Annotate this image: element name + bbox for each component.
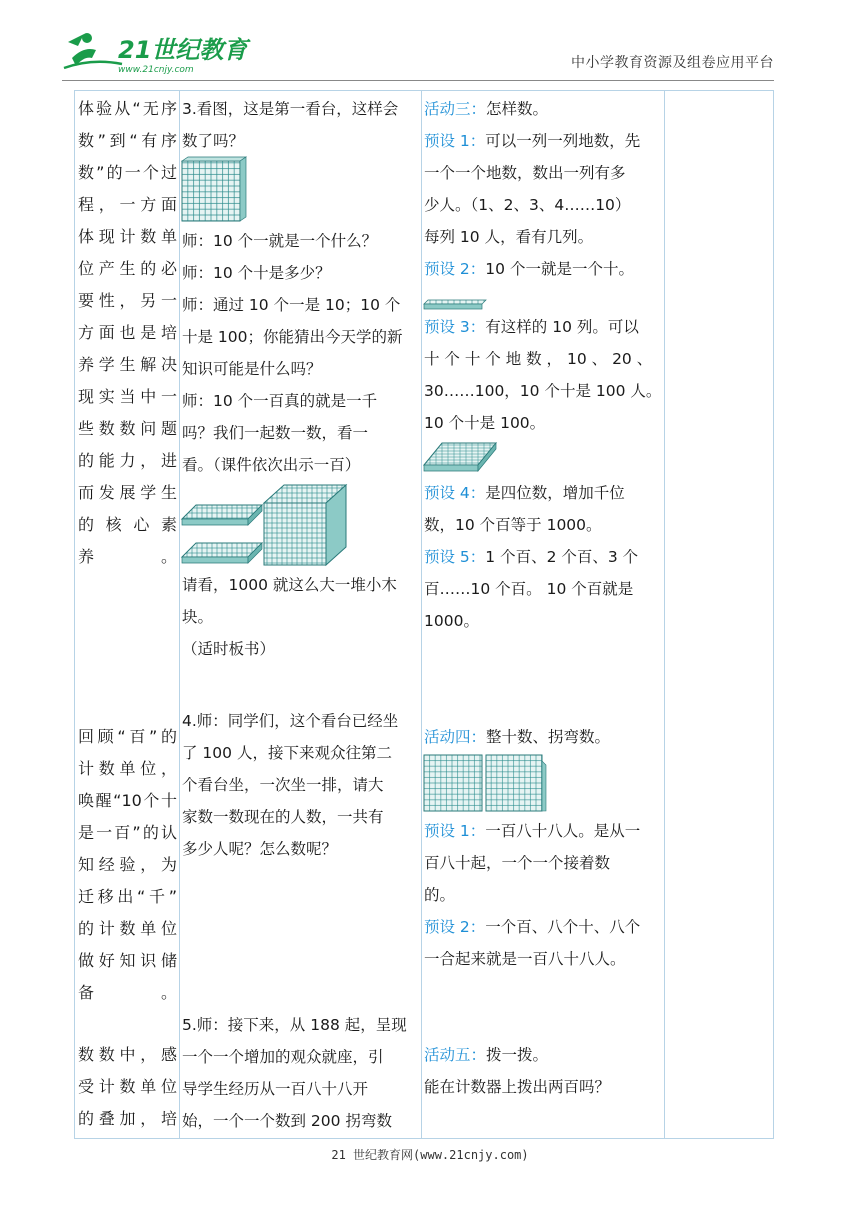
question-4: 4.师：同学们，这个看台已经坐 了 100 人，接下来观众往第二 个看台坐，一次坐一排，请大 家数一数现在的人数，一共有 多少人呢？怎么数呢？: [182, 712, 399, 858]
question-3: 3.看图，这是第一看台，这样会 数了吗？: [182, 100, 399, 150]
platform-name: 中小学教育资源及组卷应用平台: [571, 55, 774, 71]
hundred-flat-image: [424, 439, 496, 475]
question-3-conclusion: 请看，1000 就这么大一堆小木 块。 （适时板书）: [182, 576, 397, 658]
ten-rod-image: [424, 299, 488, 311]
presets-4-5: 预设 4：是四位数，增加千位 数，10 个百等于 1000。 预设 5：1 个百、2 个百、3 个 百……10 个百。 10 个百就是 1000。: [424, 484, 639, 630]
site-logo: [62, 28, 248, 78]
activity-4-presets: 预设 1：一百八十八人。是从一 百八十起，一个一个接着数 的。 预设 2：一个百、八个十、八个 一合起来就是一百八十八人。: [424, 822, 641, 968]
thousand-cube-image: [182, 483, 352, 569]
intent-block-3: 数数中，感 受计数单位 的叠加，培: [78, 1045, 177, 1128]
question-3-dialogue: 师：10 个一就是一个什么？ 师：10 个十是多少？ 师：通过 10 个一是 10；10 个 十是 100；你能猜出今天学的新 知识可能是什么吗？ 师：10 个一百真的就是一千 吗？我们一起数一数，看一 看。（课件依次出示一百）: [182, 232, 403, 474]
activity-3: 活动三：怎样数。 预设 1：可以一列一列地数，先 一个一个地数，数出一列有多 少人。（1、2、3、4……10） 每列 10 人，看有几列。 预设 2：10 个一就是一个十。: [424, 100, 641, 278]
intent-block-2: 回顾“百”的 计数单位， 唤醒“10个十 是一百”的认 知经验，为 迁移出“千” 的计数单位 做好知识储 备。: [78, 727, 177, 1002]
lesson-table: [74, 90, 774, 1139]
question-5: 5.师：接下来，从 188 起，呈现 一个一个增加的观众就座，引 导学生经历从一百八十八开 始，一个一个数到 200 拐弯数: [182, 1016, 407, 1130]
activity-5: 活动五：拨一拨。 能在计数器上拨出两百吗？: [424, 1046, 611, 1096]
hundred-grid-image: [182, 157, 246, 223]
intent-block-1: 体验从“无序 数”到“有序 数”的一个过 程，一方面 体现计数单 位产生的必 要性，另一 方面也是培 养学生解决 现实当中一 些数数问题 的能力，进 而发展学生 的 核 心 素 养。: [78, 99, 177, 566]
student-activity-column: [422, 91, 664, 1138]
page-header: [0, 0, 860, 86]
svg-text:www.21cnjy.com: www.21cnjy.com: [118, 65, 194, 75]
teacher-activity-column: [180, 91, 421, 1138]
page-footer: 21 世纪教育网(www.21cnjy.com): [331, 1148, 529, 1162]
header-rule: [62, 80, 774, 81]
preset-3: 预设 3：有这样的 10 列。可以 十 个 十 个 地 数 ， 10 、 20 、 30……100，10 个十是 100 人。 10 个十是 100。: [424, 318, 662, 432]
design-intent-column: [75, 91, 179, 1138]
two-hundred-grids-image: [424, 755, 548, 815]
notes-column: [665, 91, 773, 1138]
svg-text:21世纪教育: 21世纪教育: [118, 36, 248, 64]
activity-4-heading: 活动四：整十数、拐弯数。: [424, 728, 611, 746]
